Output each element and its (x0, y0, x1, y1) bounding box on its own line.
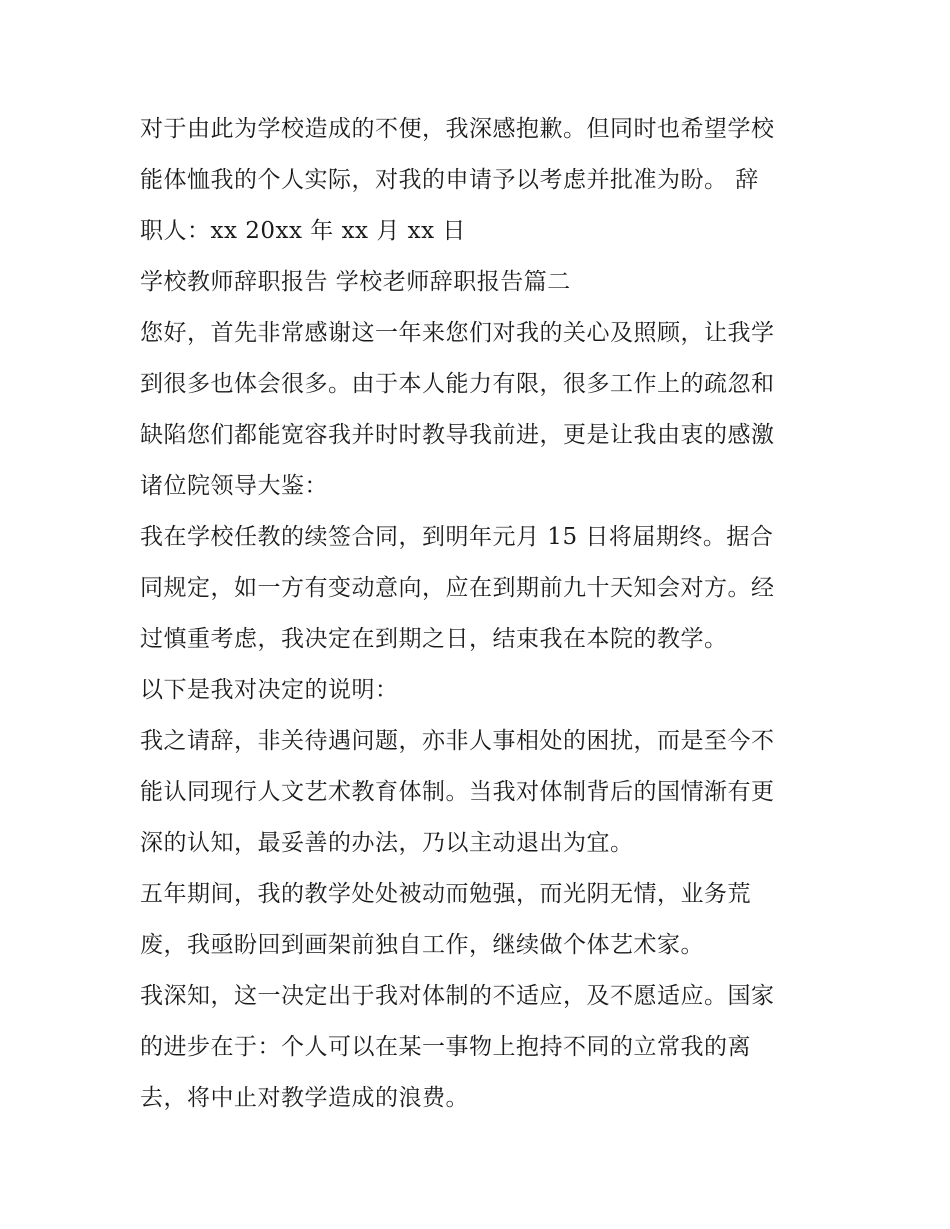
text-line: 去，将中止对教学造成的浪费。 (140, 1085, 469, 1111)
text-line: 废，我亟盼回到画架前独自工作，继续做个体艺术家。 (140, 932, 704, 958)
text-line: 的进步在于：个人可以在某一事物上抱持不同的立常我的离 (140, 1034, 751, 1060)
salutation: 诸位院领导大鉴： (140, 473, 328, 499)
text-line: 对于由此为学校造成的不便，我深感抱歉。但同时也希望学校 (140, 116, 775, 142)
text-line: 我之请辞，非关待遇问题，亦非人事相处的困扰，而是至今不 (140, 728, 775, 754)
text-line: 缺陷您们都能宽容我并时时教导我前进，更是让我由衷的感激 (140, 422, 775, 448)
text-line: 职人：xx 20xx 年 xx 月 xx 日 (140, 218, 466, 244)
text-line: 我深知，这一决定出于我对体制的不适应，及不愿适应。国家 (140, 983, 775, 1009)
text-line: 到很多也体会很多。由于本人能力有限，很多工作上的疏忽和 (140, 371, 775, 397)
text-line: 五年期间，我的教学处处被动而勉强，而光阴无情，业务荒 (140, 881, 751, 907)
text-line: 您好，首先非常感谢这一年来您们对我的关心及照顾，让我学 (140, 320, 775, 346)
text-line: 能体恤我的个人实际，对我的申请予以考虑并批准为盼。 辞 (140, 167, 759, 193)
text-line: 我在学校任教的续签合同，到明年元月 15 日将届期终。据合 (140, 524, 774, 550)
text-line: 同规定，如一方有变动意向，应在到期前九十天知会对方。经 (140, 575, 775, 601)
section-title: 学校教师辞职报告 学校老师辞职报告篇二 (140, 269, 571, 295)
text-line: 深的认知，最妥善的办法，乃以主动退出为宜。 (140, 830, 634, 856)
document-body (140, 104, 820, 1124)
text-line: 过慎重考虑，我决定在到期之日，结束我在本院的教学。 (140, 626, 728, 652)
text-line: 能认同现行人文艺术教育体制。当我对体制背后的国情渐有更 (140, 779, 775, 805)
text-line: 以下是我对决定的说明： (140, 677, 399, 703)
